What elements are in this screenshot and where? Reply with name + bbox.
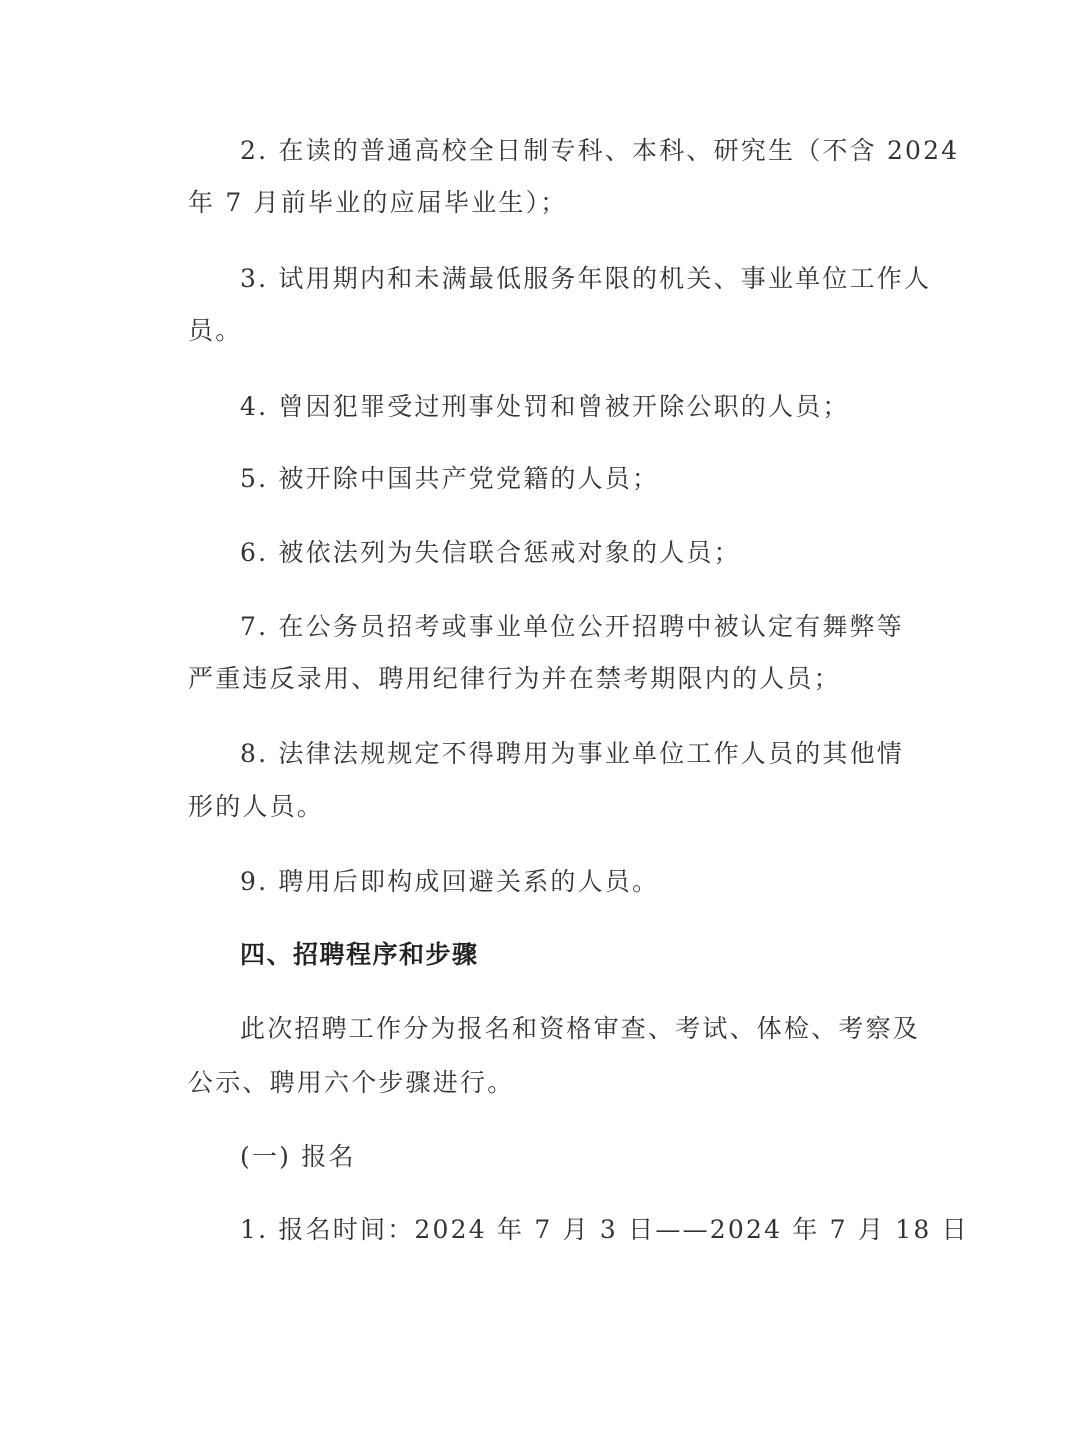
item-4: 4. 曾因犯罪受过刑事处罚和曾被开除公职的人员； [240, 392, 850, 421]
intro-line-1: 此次招聘工作分为报名和资格审查、考试、体检、考察及 [240, 1014, 921, 1043]
item-3-line-1: 3. 试用期内和未满最低服务年限的机关、事业单位工作人 [240, 264, 932, 293]
intro-line-2: 公示、聘用六个步骤进行。 [188, 1068, 515, 1097]
sub-heading: (一) 报名 [240, 1142, 356, 1171]
item-9: 9. 聘用后即构成回避关系的人员。 [240, 867, 660, 896]
item-7-line-1: 7. 在公务员招考或事业单位公开招聘中被认定有舞弊等 [240, 612, 905, 641]
section-heading: 四、招聘程序和步骤 [240, 940, 479, 969]
item-5: 5. 被开除中国共产党党籍的人员； [240, 464, 660, 493]
item-8-line-2: 形的人员。 [188, 792, 325, 821]
item-6: 6. 被依法列为失信联合惩戒对象的人员； [240, 538, 741, 567]
item-7-line-2: 严重违反录用、聘用纪律行为并在禁考期限内的人员； [188, 664, 841, 693]
item-8-line-1: 8. 法律法规规定不得聘用为事业单位工作人员的其他情 [240, 739, 905, 768]
item-3-line-2: 员。 [188, 316, 243, 345]
item-2-line-2: 年 7 月前毕业的应届毕业生）； [188, 188, 568, 217]
item-2-line-1: 2. 在读的普通高校全日制专科、本科、研究生（不含 2024 [240, 136, 960, 165]
registration-time: 1. 报名时间：2024 年 7 月 3 日——2024 年 7 月 18 日 [240, 1215, 969, 1244]
